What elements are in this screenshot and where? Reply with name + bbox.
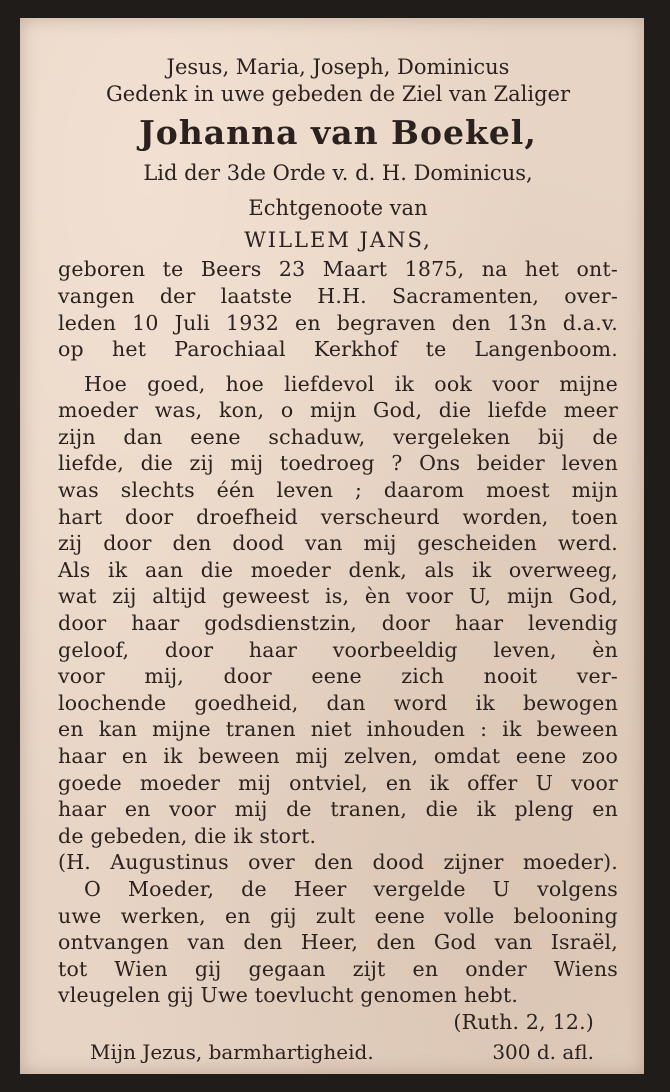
ejaculation: Mijn Jezus, barmhartigheid. (90, 1040, 374, 1064)
order-membership: Lid der 3de Orde v. d. H. Dominicus, (143, 161, 533, 185)
meditation-line: Hoe goed, hoe liefdevol ik ook voor mijne (84, 372, 618, 396)
biography-line: vangen der laatste H.H. Sacramenten, over- (58, 284, 618, 308)
spouse-intro: Echtgenoote van (248, 196, 428, 220)
meditation-line: wat zij altijd geweest is, èn voor U, mijn God, (58, 584, 618, 608)
meditation-line: geloof, door haar voorbeeldig leven, èn (58, 638, 618, 662)
meditation-line: moeder was, kon, o mijn God, die liefde meer (58, 398, 618, 422)
meditation-line: door haar godsdienstzin, door haar levendig (58, 611, 618, 635)
meditation-line: hart door droefheid verscheurd worden, toen (58, 505, 618, 529)
meditation-line: de gebeden, die ik stort. (58, 824, 317, 848)
remember-line: Gedenk in uwe gebeden de Ziel van Zaliger (105, 82, 571, 106)
prayer-line: ontvangen van den Heer, den God van Israël, (58, 930, 618, 954)
meditation-line: haar en voor mij de tranen, die ik pleng en (58, 797, 618, 821)
prayer-line: uwe werken, en gij zult eene volle belooning (58, 904, 618, 928)
spouse-name: WILLEM JANS, (244, 228, 432, 252)
meditation-line: liefde, die zij mij toedroeg ? Ons beider leven (58, 451, 618, 475)
prayer-line: O Moeder, de Heer vergelde U volgens (84, 877, 618, 901)
invocation-line: Jesus, Maria, Joseph, Dominicus (166, 55, 510, 79)
biography-line: leden 10 Juli 1932 en begraven den 13n d.a.v. (58, 311, 618, 335)
meditation-line: voor mij, door eene zich nooit ver- (58, 664, 618, 688)
meditation-line: zij door den dood van mij gescheiden werd. (58, 531, 618, 555)
meditation-line: was slechts één leven ; daarom moest mijn (58, 478, 618, 502)
biography-line: op het Parochiaal Kerkhof te Langenboom. (58, 337, 618, 361)
biography-line: geboren te Beers 23 Maart 1875, na het ont- (58, 257, 618, 281)
meditation-line: haar en ik beween mij zelven, omdat eene zoo (58, 744, 618, 768)
meditation-line: Als ik aan die moeder denk, als ik overweeg, (58, 558, 618, 582)
prayer-line: vleugelen gij Uwe toevlucht genomen hebt. (58, 983, 519, 1007)
prayer-source: (Ruth. 2, 12.) (453, 1010, 594, 1034)
meditation-line: goede moeder mij ontviel, en ik offer U voor (58, 771, 618, 795)
prayer-line: tot Wien gij gegaan zijt en onder Wiens (58, 957, 618, 981)
deceased-name: Johanna van Boekel, (139, 113, 537, 152)
indulgence-note: 300 d. afl. (492, 1040, 594, 1064)
meditation-line: en kan mijne tranen niet inhouden : ik beween (58, 717, 618, 741)
meditation-line: zijn dan eene schaduw, vergeleken bij de (58, 425, 618, 449)
meditation-source: (H. Augustinus over den dood zijner moeder). (58, 850, 618, 874)
meditation-line: loochende goedheid, dan word ik bewogen (58, 691, 618, 715)
